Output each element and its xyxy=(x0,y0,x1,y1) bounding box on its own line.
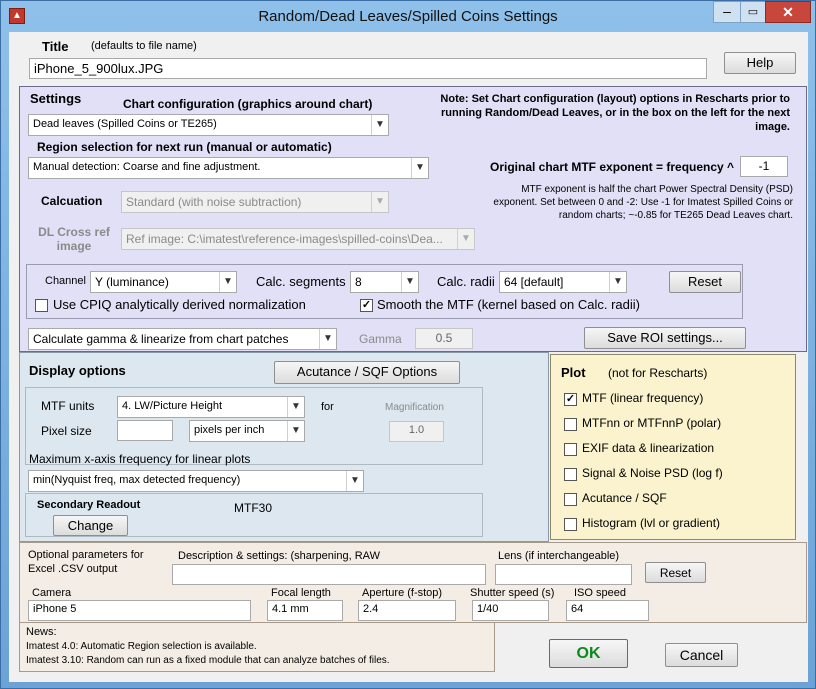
region-dropdown[interactable] xyxy=(28,157,429,179)
chevron-down-icon: ▼ xyxy=(411,158,428,178)
help-button[interactable]: Help xyxy=(724,52,796,74)
optional-parameters-panel xyxy=(19,542,807,623)
segments-label: Calc. segments xyxy=(256,274,346,289)
chart-config-label: Chart configuration (graphics around chart) xyxy=(123,97,373,111)
mtf-exponent-note: MTF exponent is half the chart Power Spectral Density (PSD) exponent. Set between 0 and -2: Use -1 for Imatest Spilled Coins or random charts; ~-0.85 for TE265 Dead Leaves chart. xyxy=(493,184,793,221)
channel-dropdown[interactable] xyxy=(90,271,237,293)
iso-speed-input[interactable]: 64 xyxy=(566,600,649,621)
title-bar xyxy=(1,1,815,33)
mtf-units-label: MTF units xyxy=(41,399,95,413)
news-line: Imatest 3.10: Random can run as a fixed module that can analyze batches of files. xyxy=(26,655,390,666)
gamma-label: Gamma xyxy=(359,332,402,346)
shutter-speed-input[interactable]: 1/40 xyxy=(472,600,549,621)
magnification-label: Magnification xyxy=(385,402,444,413)
layout-note: Note: Set Chart configuration (layout) options in Rescharts prior to running Random/Dead Leaves, or in the box on the left for the next image. xyxy=(440,93,790,133)
chevron-down-icon: ▼ xyxy=(287,397,304,417)
dialog-body xyxy=(9,32,808,682)
mtf-units-value: 4. LW/Picture Height xyxy=(122,400,223,412)
aperture-label: Aperture (f-stop) xyxy=(362,587,443,599)
pixel-size-label: Pixel size xyxy=(41,424,92,438)
close-button[interactable]: ✕ xyxy=(765,1,811,23)
pixel-unit-dropdown[interactable] xyxy=(189,420,305,442)
gamma-dropdown-value: Calculate gamma & linearize from chart patches xyxy=(33,332,289,346)
gamma-input[interactable]: 0.5 xyxy=(415,328,473,349)
dl-cross-ref-label: DL Cross ref image xyxy=(38,225,110,253)
pixel-size-input[interactable] xyxy=(117,420,173,441)
plot-item-label: EXIF data & linearization xyxy=(582,441,715,455)
plot-item-label: Acutance / SQF xyxy=(582,491,667,505)
plot-item-label: MTF (linear frequency) xyxy=(582,391,704,405)
segments-dropdown[interactable] xyxy=(350,271,419,293)
plot-item-label: Signal & Noise PSD (log f) xyxy=(582,466,723,480)
title-input[interactable]: iPhone_5_900lux.JPG xyxy=(29,58,707,79)
for-label: for xyxy=(321,401,334,413)
chevron-down-icon: ▼ xyxy=(319,329,336,349)
minimize-button[interactable]: – xyxy=(713,1,741,23)
max-freq-label: Maximum x-axis frequency for linear plots xyxy=(29,452,251,466)
calculation-dropdown[interactable] xyxy=(121,191,389,213)
window-title: Random/Dead Leaves/Spilled Coins Settings xyxy=(258,8,558,25)
description-input[interactable] xyxy=(172,564,486,585)
ok-button[interactable]: OK xyxy=(549,639,628,668)
max-freq-value: min(Nyquist freq, max detected frequency) xyxy=(33,474,241,486)
chevron-down-icon: ▼ xyxy=(609,272,626,292)
mtf-exponent-label: Original chart MTF exponent = frequency ^ xyxy=(490,160,735,174)
calculation-value: Standard (with noise subtraction) xyxy=(126,195,302,209)
mtf-exponent-input[interactable]: -1 xyxy=(740,156,788,177)
shutter-speed-label: Shutter speed (s) xyxy=(470,587,555,599)
channel-label: Channel xyxy=(45,275,86,287)
plot-item-label: MTFnn or MTFnnP (polar) xyxy=(582,416,722,430)
radii-dropdown[interactable] xyxy=(499,271,627,293)
iso-speed-label: ISO speed xyxy=(574,587,626,599)
chevron-down-icon: ▼ xyxy=(401,272,418,292)
plot-heading: Plot xyxy=(561,365,586,380)
description-label: Description & settings: (sharpening, RAW xyxy=(178,550,380,562)
magnification-input[interactable]: 1.0 xyxy=(389,421,444,442)
region-label: Region selection for next run (manual or automatic) xyxy=(37,140,332,154)
region-value: Manual detection: Coarse and fine adjustment. xyxy=(33,161,261,173)
mtf-units-dropdown[interactable] xyxy=(117,396,305,418)
save-roi-button[interactable]: Save ROI settings... xyxy=(584,327,746,349)
camera-input[interactable]: iPhone 5 xyxy=(28,600,251,621)
plot-mtf-checkbox[interactable]: ✓ xyxy=(565,393,576,405)
plot-subheading: (not for Rescharts) xyxy=(608,366,708,380)
dl-cross-ref-dropdown[interactable] xyxy=(121,228,475,250)
lens-input[interactable] xyxy=(495,564,632,585)
plot-exif-checkbox[interactable] xyxy=(564,443,577,456)
chevron-down-icon: ▼ xyxy=(371,115,388,135)
lens-label: Lens (if interchangeable) xyxy=(498,550,620,562)
cancel-button[interactable]: Cancel xyxy=(665,643,738,667)
plot-item-label: Histogram (lvl or gradient) xyxy=(582,516,721,530)
news-heading: News: xyxy=(26,626,57,638)
plot-mtfnn-checkbox[interactable] xyxy=(564,418,577,431)
radii-value: 64 [default] xyxy=(504,275,564,289)
cpiq-checkbox[interactable] xyxy=(35,299,48,312)
maximize-button[interactable]: ▭ xyxy=(740,1,766,23)
plot-panel xyxy=(550,354,796,540)
settings-heading: Settings xyxy=(30,91,82,106)
optional-heading: Optional parameters for Excel .CSV output xyxy=(28,549,144,575)
max-freq-dropdown[interactable] xyxy=(28,470,364,492)
chart-config-dropdown[interactable] xyxy=(28,114,389,136)
smooth-checkbox[interactable]: ✓ xyxy=(361,299,372,311)
settings-panel xyxy=(19,86,807,352)
chevron-down-icon: ▼ xyxy=(346,471,363,491)
radii-label: Calc. radii xyxy=(437,274,495,289)
gamma-dropdown[interactable] xyxy=(28,328,337,350)
plot-psd-checkbox[interactable] xyxy=(564,468,577,481)
chevron-down-icon: ▼ xyxy=(219,272,236,292)
imatest-icon[interactable]: ▲ xyxy=(9,8,25,24)
plot-histogram-checkbox[interactable] xyxy=(564,518,577,531)
display-heading: Display options xyxy=(29,363,126,378)
change-button[interactable]: Change xyxy=(53,515,128,536)
title-heading: Title xyxy=(42,39,69,54)
display-options-panel xyxy=(19,352,549,542)
settings-reset-button[interactable]: Reset xyxy=(669,271,741,293)
acutance-options-button[interactable]: Acutance / SQF Options xyxy=(274,361,460,384)
optional-reset-button[interactable]: Reset xyxy=(645,562,706,583)
title-hint: (defaults to file name) xyxy=(91,40,197,52)
news-line: Imatest 4.0: Automatic Region selection is available. xyxy=(26,641,257,652)
smooth-label: Smooth the MTF (kernel based on Calc. radii) xyxy=(377,297,640,312)
aperture-input[interactable]: 2.4 xyxy=(358,600,456,621)
dl-cross-ref-value: Ref image: C:\imatest\reference-images\spilled-coins\Dea... xyxy=(126,232,443,246)
camera-label: Camera xyxy=(32,587,72,599)
secondary-readout-value: MTF30 xyxy=(234,501,273,515)
chevron-down-icon: ▼ xyxy=(287,421,304,441)
chevron-down-icon: ▼ xyxy=(457,229,474,249)
chart-config-value: Dead leaves (Spilled Coins or TE265) xyxy=(33,118,217,130)
news-panel xyxy=(19,622,495,672)
secondary-readout-label: Secondary Readout xyxy=(37,499,141,511)
pixel-unit-value: pixels per inch xyxy=(194,424,265,436)
chevron-down-icon: ▼ xyxy=(371,192,388,212)
segments-value: 8 xyxy=(355,275,362,289)
calculation-label: Calcuation xyxy=(41,194,103,208)
cpiq-label: Use CPIQ analytically derived normalization xyxy=(53,297,306,312)
plot-acutance-checkbox[interactable] xyxy=(564,493,577,506)
focal-length-input[interactable]: 4.1 mm xyxy=(267,600,343,621)
channel-value: Y (luminance) xyxy=(95,275,169,289)
focal-length-label: Focal length xyxy=(271,587,331,599)
